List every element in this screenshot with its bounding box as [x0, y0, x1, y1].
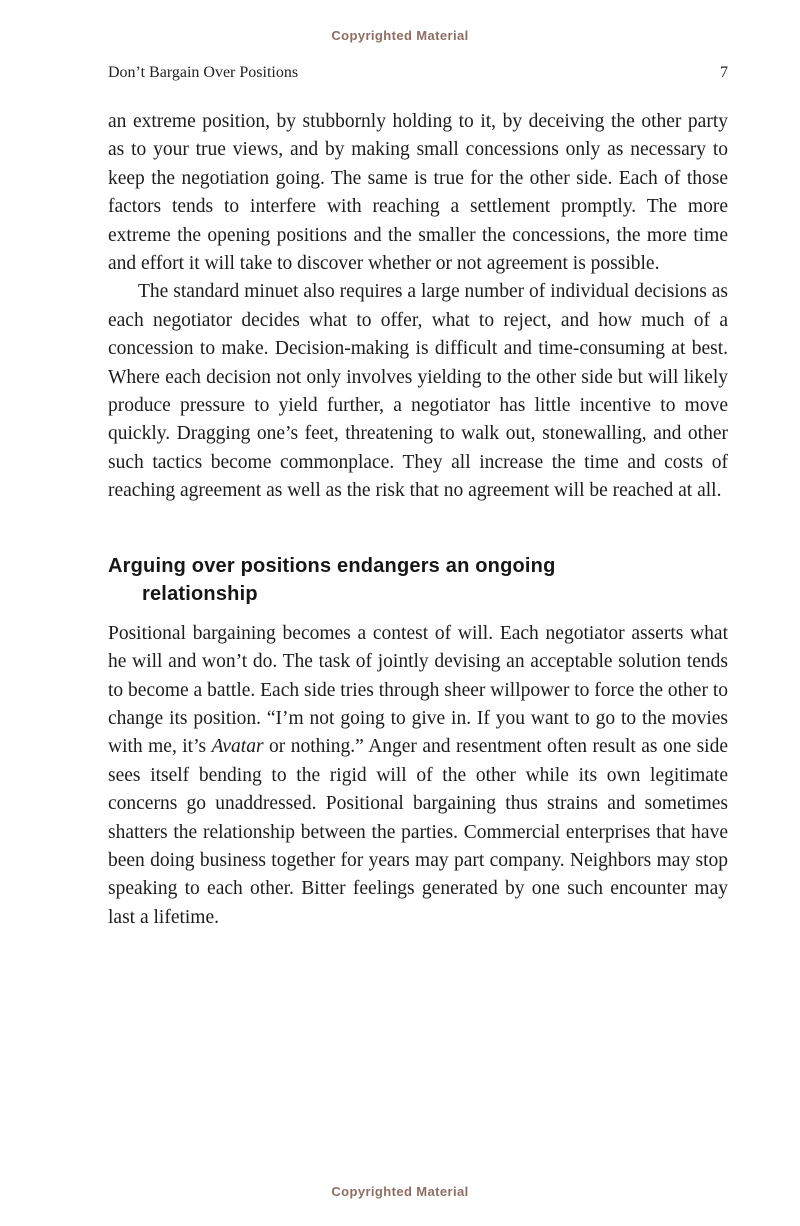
page-number: 7: [720, 64, 728, 81]
paragraph-3-post: or nothing.” Anger and resentment often result as one side sees itself bending to the rigid will of the other while its own legitimate concerns go unaddressed. Positional bargaining thus strains and sometimes shatters the relationship between the parties. Commercial enterprises that have been doing business together for years may part company. Neighbors may stop speaking to each other. Bitter feelings generated by one such encounter may last a lifetime.: [108, 736, 728, 928]
chapter-title: Don’t Bargain Over Positions: [108, 64, 299, 81]
section-heading-line-1: Arguing over positions endangers an ongoing: [108, 554, 556, 577]
section-heading-line-2: relationship: [142, 582, 258, 605]
copyright-watermark-top: Copyrighted Material: [331, 28, 469, 43]
body-text: [108, 108, 728, 932]
paragraph-3: [108, 620, 728, 932]
paragraph-2: The standard minuet also requires a large number of individual decisions as each negotiator decides what to offer, what to reject, and how much of a concession to make. Decision-making is difficult and time-consuming at best. Where each decision not only involves yielding to the other side but will likely produce pressure to yield further, a negotiator has little incentive to move quickly. Dragging one’s feet, threatening to walk out, stonewalling, and other such tactics become commonplace. They all increase the time and costs of reaching agreement as well as the risk that no agreement will be reached at all.: [108, 281, 728, 502]
paragraph-1: an extreme position, by stubbornly holding to it, by deceiving the other party as to your true views, and by making small concessions only as necessary to keep the negotiation going. The same is true for the other side. Each of those factors tends to interfere with reaching a settlement promptly. The more extreme the opening positions and the smaller the concessions, the more time and effort it will take to discover whether or not agreement is possible.: [108, 111, 728, 275]
section-heading: [108, 552, 728, 608]
paragraph-3-pre: Positional bargaining becomes a contest of will. Each negotiator asserts what he will and won’t do. The task of jointly devising an acceptable solution tends to become a battle. Each side tries through sheer willpower to force the other to change its position. “I’m not going to give in. If you want to go to the movies with me, it’s: [108, 622, 728, 758]
book-title-italic: Avatar: [211, 736, 264, 758]
copyright-watermark-bottom: Copyrighted Material: [331, 1184, 469, 1199]
running-header: [108, 64, 728, 82]
